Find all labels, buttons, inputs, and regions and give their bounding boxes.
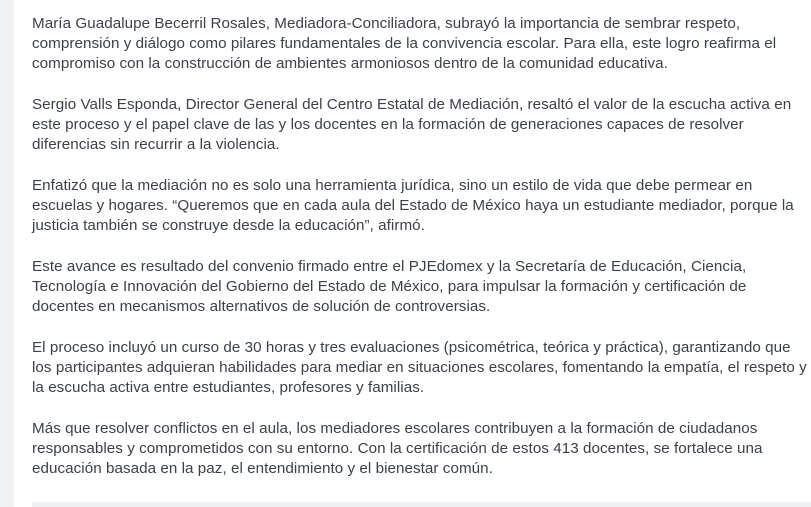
article-paragraph-6: Más que resolver conflictos en el aula, los mediadores escolares contribuyen a la formación de ciudadanos responsables y comprometidos con su entorno. Con la certificación de estos 413 docentes, se fortalece una educación basada en la paz, el entendimiento y el bienestar común. [32,420,763,477]
article-paragraph-5: El proceso incluyó un curso de 30 horas y tres evaluaciones (psicométrica, teórica y práctica), garantizando que los participantes adquieran habilidades para mediar en situaciones escolares, fomentando la empatía, el respeto y la escucha activa entre estudiantes, profesores y familias. [32,339,807,396]
article-body [32,14,807,500]
content-divider [32,502,811,507]
left-gutter [0,0,14,507]
article-paragraph-3: Enfatizó que la mediación no es solo una herramienta jurídica, sino un estilo de vida que debe permear en escuelas y hogares. “Queremos que en cada aula del Estado de México haya un estudiante mediador, porque la justicia también se construye desde la educación”, afirmó. [32,177,794,234]
article-paragraph-1: María Guadalupe Becerril Rosales, Mediadora-Conciliadora, subrayó la importancia de sembrar respeto, comprensión y diálogo como pilares fundamentales de la convivencia escolar. Para ella, este logro reafirma el compromiso con la construcción de ambientes armoniosos dentro de la comunidad educativa. [32,15,777,72]
article-paragraph-4: Este avance es resultado del convenio firmado entre el PJEdomex y la Secretaría de Educación, Ciencia, Tecnología e Innovación del Gobierno del Estado de México, para impulsar la formación y certificación de docentes en mecanismos alternativos de solución de controversias. [32,258,747,315]
article-paragraph-2: Sergio Valls Esponda, Director General del Centro Estatal de Mediación, resaltó el valor de la escucha activa en este proceso y el papel clave de las y los docentes en la formación de generaciones capaces de resolver diferencias sin recurrir a la violencia. [32,96,792,153]
